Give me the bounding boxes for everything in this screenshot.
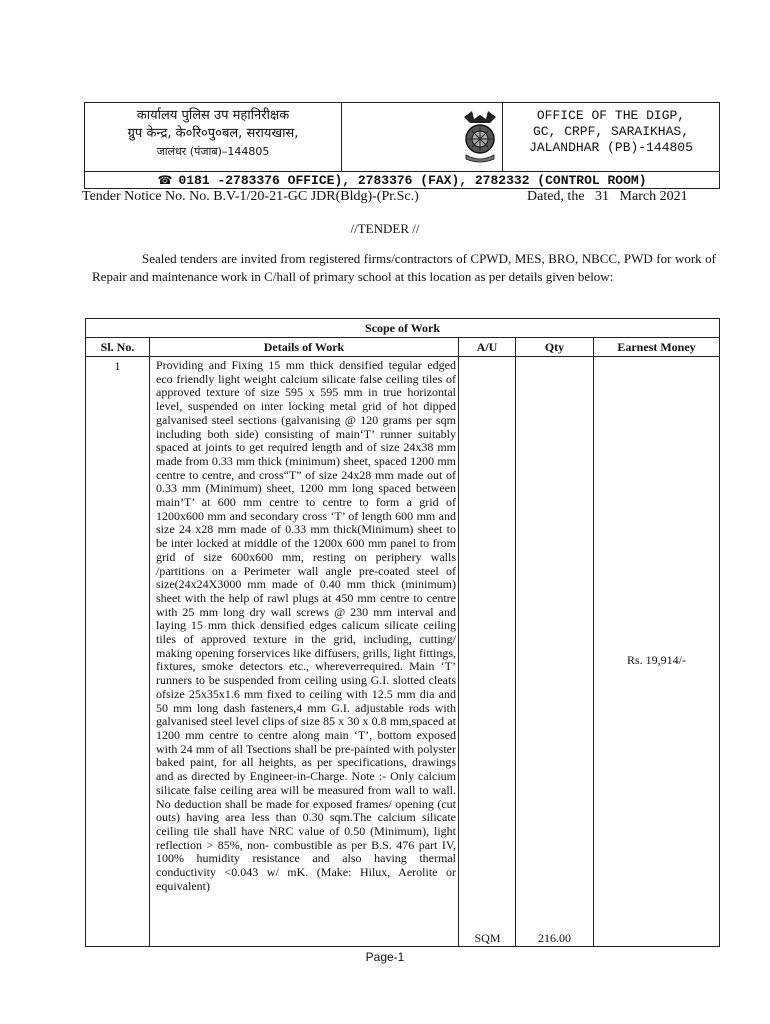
header-earnest-money: Earnest Money	[617, 340, 696, 354]
row-work-details: Providing and Fixing 15 mm thick densified tegular edged eco friendly light weight calcium silicate false ceiling tiles of approved texture of size 595 x 595 mm in true horizontal level, suspended on inter locking metal grid of hot dipped galvanised steel sections (galvanising @ 120 grams per sqm including both side) consisting of main‘T’ runner suitably spaced at joints to get required length and of size 24x38 mm made from 0.33 mm thick (minimum) sheet, spaced 1200 mm centre to centre, and cross“T” of size 24x28 mm made out of 0.33 mm (Minimum) sheet, 1200 mm long spaced between main’T’ at 600 mm centre to centre to form a grid of 1200x600 mm and secondary cross ‘T’ of length 600 mm and size 24 x28 mm made of 0.33 mm thick(Minimum) sheet to be inter locked at middle of the 1200x 600 mm panel to from grid of size 600x600 mm, resting on periphery walls /partitions on a Perimeter wall angle pre-coated steel of size(24x24X3000 mm made of 0.40 mm thick (minimum) sheet with the help of rawl plugs at 450 mm centre to centre with 25 mm long dry wall screws @ 230 mm interval and laying 15 mm thick densified edges calicum silicate ceiling tiles of approved texture in the grid, including, cutting/ making opening forservices like diffusers, grills, light fittings, fixtures, smoke detectors etc., whereverrequired. Main ‘T’ runners to be suspended from ceiling using G.I. slotted cleats ofsize 25x35x1.6 mm fixed to ceiling with 12.5 mm dia and 50 mm long dash fasteners,4 mm G.I. adjustable rods with galvanised steel level clips of size 85 x 30 x 0.8 mm,spaced at 1200 mm centre to centre along main ‘T’, bottom exposed with 24 mm of all Tsections shall be pre-painted with polyster baked paint, for all heights, as per specifications, drawings and as directed by Engineer-in-Charge. Note :- Only calcium silicate false ceiling area will be measured from wall to wall. No deduction shall be made for exposed frames/ opening (cut outs) having area less than 0.30 sqm.The calcium silicate ceiling tile shall have NRC value of 0.50 (Minimum), light reflection > 85%, non- combustible as per B.S. 476 part IV, 100% humidity resistance and also having thermal conductivity <0.043 w/ mK. (Make: Hilux, Aerolite or equivalent)	[156, 358, 456, 893]
tender-title: //TENDER //	[350, 221, 420, 236]
row-unit: SQM	[474, 931, 501, 945]
office-header	[84, 102, 720, 189]
header-sl-no: Sl. No.	[100, 340, 135, 354]
telephone-icon: ☎	[157, 173, 173, 187]
table-divider	[86, 356, 719, 357]
hindi-line-1: कार्यालय पुलिस उप महानिरीक्षक	[136, 108, 290, 123]
contact-text: 0181 -2783376 OFFICE), 2783376 (FAX), 2782332 (CONTROL ROOM)	[178, 173, 647, 188]
office-line-2: GC, CRPF, SARAIKHAS,	[532, 124, 690, 139]
hindi-line-2: ग्रुप केन्द्र, के०रि०पु०बल, सरायखास,	[127, 126, 299, 141]
row-earnest-money: Rs. 19,914/-	[626, 653, 686, 667]
crpf-emblem-icon	[460, 107, 500, 165]
tender-notice-line	[82, 189, 718, 207]
english-office-address	[503, 103, 719, 171]
office-line-1: OFFICE OF THE DIGP,	[536, 108, 686, 123]
header-au: A/U	[476, 340, 498, 354]
table-title: Scope of Work	[364, 321, 441, 335]
contact-numbers	[85, 171, 719, 189]
header-details: Details of Work	[263, 340, 345, 354]
tender-date: Dated, the 31 March 2021	[527, 189, 688, 204]
office-line-3: JALANDHAR (PB)-144805	[529, 140, 693, 155]
tender-notice-number: Tender Notice No. No. B.V-1/20-21-GC JDR(Bldg)-(Pr.Sc.)	[82, 189, 419, 204]
header-qty: Qty	[544, 340, 565, 354]
intro-paragraph: Sealed tenders are invited from registered firms/contractors of CPWD, MES, BRO, NBCC, PWD for work of Repair and maintenance work in C/hall of primary school at this location as per details given below:	[92, 251, 716, 284]
table-divider	[515, 337, 516, 946]
row-sl-no: 1	[114, 359, 121, 373]
table-divider	[593, 337, 594, 946]
hindi-office-address	[85, 103, 342, 171]
hindi-line-3: जालंधर (पंजाब)–144805	[156, 145, 270, 158]
scope-of-work-table	[85, 318, 720, 947]
table-divider	[458, 337, 459, 946]
row-quantity: 216.00	[538, 931, 571, 945]
emblem-cell	[342, 103, 503, 171]
page-number: Page-1	[365, 950, 405, 964]
table-divider	[149, 337, 150, 946]
